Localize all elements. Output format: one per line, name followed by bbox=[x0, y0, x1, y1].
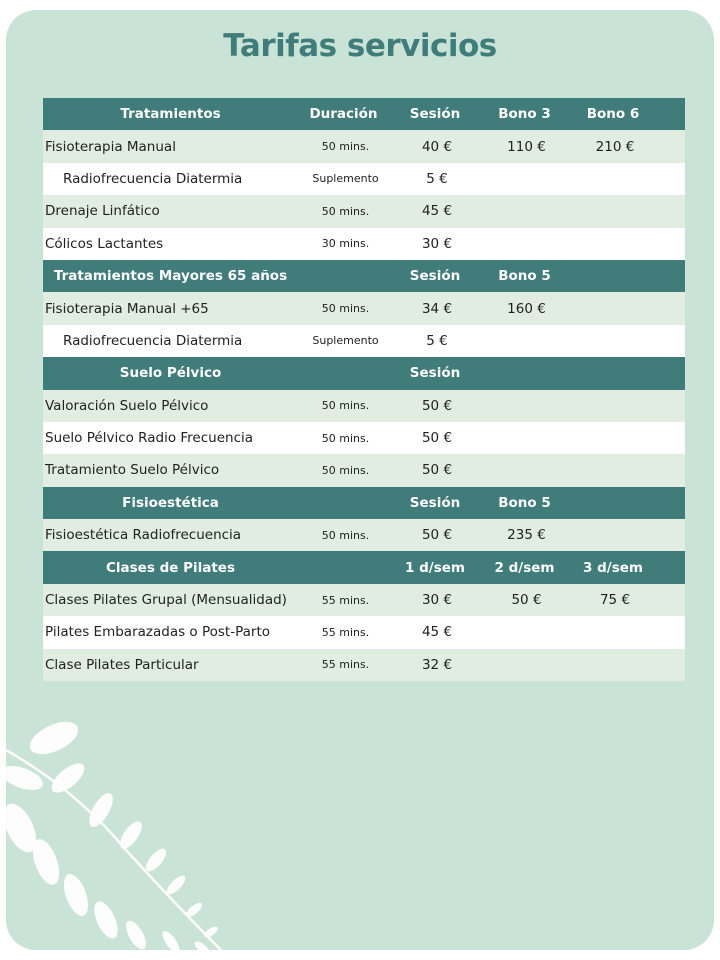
section-header-tratamientos bbox=[43, 98, 685, 130]
service-name: Fisioterapia Manual +65 bbox=[45, 300, 209, 317]
duration: 50 mins. bbox=[321, 431, 370, 445]
service-name: Suelo Pélvico Radio Frecuencia bbox=[45, 430, 254, 447]
service-name: Pilates Embarazadas o Post-Parto bbox=[45, 624, 270, 641]
table-row bbox=[43, 519, 685, 551]
header-cell: Sesión bbox=[409, 494, 461, 511]
duration: 50 mins. bbox=[321, 140, 370, 154]
table-row bbox=[43, 130, 685, 162]
header-cell: Fisioestética bbox=[122, 494, 219, 511]
service-name: Radiofrecuencia Diatermia bbox=[63, 170, 243, 187]
session-price: 50 € bbox=[421, 430, 453, 447]
header-cell: Bono 6 bbox=[586, 106, 640, 123]
table-row bbox=[43, 325, 685, 357]
header-cell: Sesión bbox=[409, 106, 461, 123]
session-price: 40 € bbox=[421, 138, 453, 155]
header-cell: Tratamientos Mayores 65 años bbox=[53, 268, 288, 285]
service-name: Clase Pilates Particular bbox=[45, 656, 199, 673]
session-price: 32 € bbox=[421, 656, 453, 673]
header-cell: Duración bbox=[309, 106, 378, 123]
header-cell: 3 d/sem bbox=[583, 559, 643, 576]
header-cell: Suelo Pélvico bbox=[119, 365, 222, 382]
service-name: Fisioterapia Manual bbox=[45, 138, 176, 155]
session-price: 34 € bbox=[421, 300, 453, 317]
header-cell: Tratamientos bbox=[120, 106, 221, 123]
duration: 50 mins. bbox=[321, 399, 370, 413]
header-cell: Bono 5 bbox=[498, 268, 551, 285]
bono-price: 210 € bbox=[595, 138, 635, 155]
table-row bbox=[43, 228, 685, 260]
duration: 50 mins. bbox=[321, 204, 370, 218]
table-row bbox=[43, 649, 685, 681]
session-price: 5 € bbox=[426, 170, 448, 187]
table-row bbox=[43, 292, 685, 324]
header-cell: Sesión bbox=[409, 268, 461, 285]
section-header-pilates bbox=[43, 551, 685, 583]
service-name: Radiofrecuencia Diatermia bbox=[63, 332, 243, 349]
table-row bbox=[43, 163, 685, 195]
bono-price: 75 € bbox=[599, 592, 631, 609]
service-name: Fisioestética Radiofrecuencia bbox=[45, 527, 242, 544]
duration: 55 mins. bbox=[321, 593, 370, 607]
duration: 50 mins. bbox=[321, 528, 370, 542]
header-cell: Bono 5 bbox=[498, 494, 551, 511]
duration: Suplemento bbox=[312, 334, 379, 348]
duration: Suplemento bbox=[312, 172, 379, 186]
header-cell: Clases de Pilates bbox=[106, 559, 235, 576]
service-name: Tratamiento Suelo Pélvico bbox=[45, 462, 220, 479]
duration: 50 mins. bbox=[321, 302, 370, 316]
bono-price: 160 € bbox=[507, 300, 546, 317]
section-header-suelo-pelvico bbox=[43, 357, 685, 389]
session-price: 50 € bbox=[421, 527, 453, 544]
table-row bbox=[43, 390, 685, 422]
leaf-decoration-icon bbox=[6, 720, 236, 950]
table-row bbox=[43, 422, 685, 454]
header-cell: 1 d/sem bbox=[405, 559, 465, 576]
service-name: Drenaje Linfático bbox=[45, 203, 160, 220]
session-price: 45 € bbox=[421, 624, 453, 641]
bono-price: 50 € bbox=[511, 592, 542, 609]
session-price: 50 € bbox=[421, 397, 453, 414]
table-row bbox=[43, 616, 685, 648]
duration: 30 mins. bbox=[321, 237, 370, 251]
header-cell: Bono 3 bbox=[498, 106, 551, 123]
duration: 55 mins. bbox=[321, 658, 370, 672]
price-card bbox=[6, 10, 714, 950]
table-row bbox=[43, 454, 685, 486]
service-name: Cólicos Lactantes bbox=[45, 235, 164, 252]
header-cell: 2 d/sem bbox=[494, 559, 555, 576]
session-price: 30 € bbox=[421, 235, 453, 252]
duration: 50 mins. bbox=[321, 463, 370, 477]
session-price: 30 € bbox=[421, 592, 453, 609]
duration: 55 mins. bbox=[321, 625, 370, 639]
section-header-fisioestetica bbox=[43, 487, 685, 519]
session-price: 50 € bbox=[421, 462, 453, 479]
session-price: 5 € bbox=[426, 332, 448, 349]
page-title: Tarifas servicios bbox=[223, 28, 497, 64]
header-cell: Sesión bbox=[409, 365, 461, 382]
bono-price: 235 € bbox=[507, 527, 546, 544]
table-row bbox=[43, 195, 685, 227]
section-header-mayores-65 bbox=[43, 260, 685, 292]
bono-price: 110 € bbox=[507, 138, 546, 155]
session-price: 45 € bbox=[421, 203, 453, 220]
service-name: Clases Pilates Grupal (Mensualidad) bbox=[45, 592, 287, 609]
price-table bbox=[43, 98, 685, 681]
service-name: Valoración Suelo Pélvico bbox=[45, 397, 209, 414]
table-row bbox=[43, 584, 685, 616]
